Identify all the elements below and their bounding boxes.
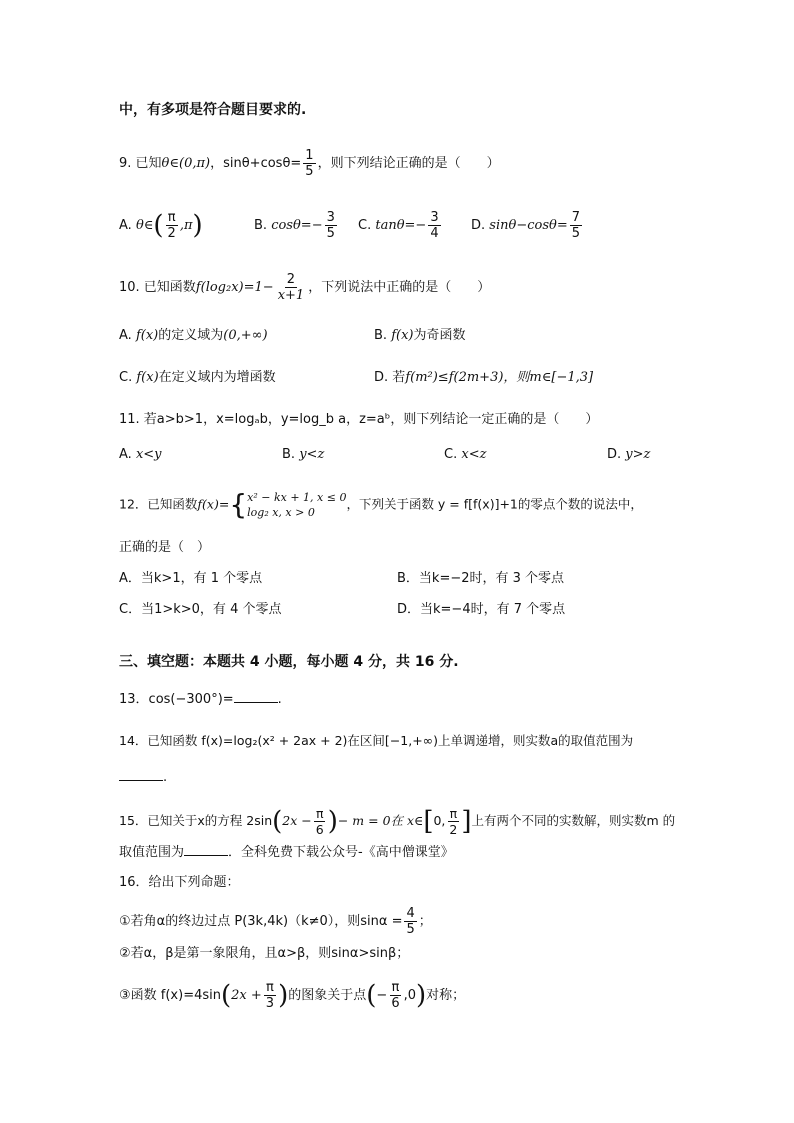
answer-blank bbox=[234, 690, 278, 703]
paren-right: ) bbox=[278, 980, 289, 1011]
q15-inner: 2x − bbox=[282, 813, 312, 828]
q10-fraction bbox=[276, 272, 307, 303]
frac-num: π bbox=[315, 806, 324, 821]
option-math: cosθ=− bbox=[271, 218, 323, 233]
q11-option-c bbox=[444, 445, 486, 465]
q10-option-c bbox=[119, 368, 276, 388]
option-label: D． bbox=[397, 602, 421, 617]
frac-den: x+1 bbox=[277, 288, 305, 303]
option-label: C． bbox=[119, 602, 142, 617]
option-text: 当1>k>0，有 4 个零点 bbox=[141, 602, 282, 617]
option-text: 当k>1，有 1 个零点 bbox=[140, 571, 263, 586]
frac-num: 3 bbox=[430, 210, 439, 225]
piece-1: x² − kx + 1, x ≤ 0 bbox=[247, 491, 347, 504]
paren-left: ( bbox=[272, 806, 283, 837]
answer-blank bbox=[184, 843, 228, 856]
question-15 bbox=[119, 806, 675, 837]
frac-den: 5 bbox=[326, 226, 335, 241]
q15-tail: 上有两个不同的实数解，则实数m 的 bbox=[471, 813, 676, 828]
question-16: 16．给出下列命题： bbox=[119, 875, 240, 890]
p1-text: ①若角α的终边过点 P(3k,4k)（k≠0），则sinα = bbox=[119, 914, 403, 929]
option-math2: (0,+∞) bbox=[223, 328, 268, 343]
frac-den: 5 bbox=[571, 226, 580, 241]
q12-option-c bbox=[119, 600, 281, 620]
q9-tail: ，则下列结论正确的是（ ） bbox=[317, 156, 500, 171]
frac-num: 2 bbox=[286, 272, 296, 287]
option-label: A. bbox=[119, 328, 132, 343]
frac-den: 2 bbox=[167, 226, 176, 241]
frac-num: π bbox=[391, 980, 400, 995]
q16-proposition-1 bbox=[119, 906, 432, 937]
option-fraction bbox=[428, 210, 440, 241]
frac-den: 6 bbox=[391, 996, 400, 1011]
p3-point-fraction bbox=[389, 980, 401, 1011]
frac-num: π bbox=[449, 806, 458, 821]
q15-interval-fraction bbox=[447, 806, 459, 837]
question-9 bbox=[119, 148, 500, 179]
option-text: 当k=−4时，有 7 个零点 bbox=[420, 602, 566, 617]
q12-option-a bbox=[119, 569, 262, 589]
q11-option-b bbox=[282, 445, 324, 465]
option-label: A. bbox=[119, 218, 132, 233]
q12-piecewise bbox=[247, 490, 346, 520]
p3-text-b: 的图象关于点 bbox=[288, 988, 367, 1003]
frac-num: 3 bbox=[326, 210, 335, 225]
option-fraction bbox=[325, 210, 337, 241]
option-math: f(x) bbox=[391, 328, 414, 343]
q9-frac-num: 1 bbox=[305, 148, 314, 163]
option-math: x<z bbox=[461, 447, 487, 462]
option-text: 的定义域为 bbox=[158, 328, 224, 343]
option-text: 当k=−2时，有 3 个零点 bbox=[418, 571, 565, 586]
paren-left: ( bbox=[153, 210, 164, 241]
q15-line2b: ．全科免费下载公众号-《高中僧课堂》 bbox=[228, 845, 454, 860]
p1-fraction bbox=[404, 906, 416, 937]
q15-line2a: 取值范围为 bbox=[119, 845, 185, 860]
p3-text: ③函数 f(x)=4sin bbox=[119, 988, 221, 1003]
q16-proposition-2: ②若α，β是第一象限角，且α>β，则sinα>sinβ； bbox=[119, 946, 410, 961]
p3-inner: 2x + bbox=[231, 988, 262, 1003]
q9-option-a bbox=[119, 210, 203, 241]
question-14: 14．已知函数 f(x)=log₂(x² + 2ax + 2)在区间[−1,+∞)上单调递增，则实数a的取值范围为 bbox=[119, 733, 634, 748]
frac-num: 4 bbox=[406, 906, 415, 921]
option-label: B. bbox=[374, 328, 388, 343]
option-math: y>z bbox=[625, 447, 651, 462]
frac-den: 5 bbox=[406, 922, 415, 937]
q15-interval-left: 0, bbox=[433, 813, 446, 828]
q9-cond2: ，sinθ+cosθ= bbox=[210, 156, 302, 171]
q12-line2: 正确的是（ ） bbox=[119, 540, 211, 555]
q9-frac-den: 5 bbox=[305, 164, 314, 179]
q12-tail: ，下列关于函数 y = f[f(x)]+1的零点个数的说法中， bbox=[346, 496, 643, 512]
paren-right: ) bbox=[327, 806, 338, 837]
q12-option-b bbox=[397, 569, 564, 589]
q10-option-a bbox=[119, 326, 268, 346]
option-math: sinθ−cosθ= bbox=[489, 218, 568, 233]
option-text: 在定义域内为增函数 bbox=[158, 370, 276, 385]
q9-option-d bbox=[471, 210, 584, 241]
option-label: B. bbox=[282, 447, 296, 462]
frac-den: 3 bbox=[265, 996, 275, 1011]
p3-point-after: ,0 bbox=[403, 988, 416, 1003]
option-fraction bbox=[166, 210, 178, 241]
q9-option-b bbox=[254, 210, 339, 241]
option-math: f(x) bbox=[136, 370, 159, 385]
frac-num: 7 bbox=[571, 210, 580, 225]
option-label: D. bbox=[607, 447, 622, 462]
option-label: B． bbox=[397, 571, 419, 586]
option-label: A. bbox=[119, 447, 132, 462]
option-text: 为奇函数 bbox=[413, 328, 466, 343]
option-label: A． bbox=[119, 571, 141, 586]
paren-right: ) bbox=[192, 210, 203, 241]
paren-left: ( bbox=[366, 980, 377, 1011]
section-3-heading: 三、填空题：本题共 4 小题，每小题 4 分，共 16 分. bbox=[119, 654, 459, 670]
q15-fraction bbox=[314, 806, 326, 837]
option-math2: f(m²)≤f(2m+3)，则m∈[−1,3] bbox=[405, 370, 594, 385]
option-label: D. bbox=[471, 218, 486, 233]
frac-den: 4 bbox=[430, 226, 439, 241]
option-label: C. bbox=[358, 218, 372, 233]
frac-den: 6 bbox=[315, 822, 324, 837]
question-12 bbox=[119, 490, 643, 520]
answer-blank bbox=[119, 768, 163, 781]
q10-tail: ，下列说法中正确的是（ ） bbox=[308, 280, 491, 295]
q9-intro: 9. 已知 bbox=[119, 156, 162, 171]
frac-num: π bbox=[167, 210, 176, 225]
question-11: 11. 若a>b>1，x=logₐb，y=log_b a，z=aᵇ，则下列结论一定正确的是（ ） bbox=[119, 412, 599, 427]
q12-fx: f(x)= bbox=[197, 496, 230, 512]
option-math: y<z bbox=[299, 447, 325, 462]
paren-left: ( bbox=[221, 980, 232, 1011]
question-13 bbox=[119, 690, 282, 710]
option-math: x<y bbox=[135, 447, 162, 462]
q11-option-d bbox=[607, 445, 650, 465]
q11-option-a bbox=[119, 445, 162, 465]
option-fraction bbox=[570, 210, 582, 241]
p3-fraction bbox=[264, 980, 276, 1011]
frac-num: π bbox=[266, 980, 274, 995]
option-label: C. bbox=[119, 370, 133, 385]
section-continuation: 中，有多项是符合题目要求的. bbox=[119, 102, 307, 118]
p3-end: 对称； bbox=[426, 988, 466, 1003]
option-label: D. bbox=[374, 370, 389, 385]
brace: { bbox=[229, 488, 248, 521]
q15-mid: − m = 0在 x∈ bbox=[337, 813, 424, 828]
q12-intro: 12．已知函数 bbox=[119, 496, 198, 512]
q10-intro: 10. 已知函数 bbox=[119, 280, 196, 295]
q10-option-b bbox=[374, 326, 466, 346]
q15-intro: 15．已知关于x的方程 2sin bbox=[119, 813, 273, 828]
q10-expr: f(log₂x)=1− bbox=[195, 280, 274, 295]
q9-cond1: θ∈(0,π) bbox=[161, 156, 211, 171]
frac-den: 2 bbox=[449, 822, 458, 837]
q9-option-c bbox=[358, 210, 443, 241]
q12-option-d bbox=[397, 600, 565, 620]
option-label: C. bbox=[444, 447, 458, 462]
p1-end: ； bbox=[418, 914, 432, 929]
bracket-right: ] bbox=[461, 806, 472, 837]
q15-line2 bbox=[119, 843, 454, 863]
option-math: θ∈ bbox=[135, 218, 154, 233]
q13-text: 13．cos(−300°)= bbox=[119, 692, 234, 707]
paren-right: ) bbox=[416, 980, 427, 1011]
q10-option-d bbox=[374, 368, 593, 388]
q14-answer-line bbox=[119, 768, 167, 788]
bracket-left: [ bbox=[423, 806, 434, 837]
piece-2: log₂ x, x > 0 bbox=[247, 506, 315, 519]
q14-end: . bbox=[163, 770, 168, 785]
q9-fraction bbox=[303, 148, 315, 179]
option-text: 若 bbox=[392, 370, 406, 385]
option-math: tanθ=− bbox=[375, 218, 427, 233]
option-math: f(x) bbox=[135, 328, 159, 343]
q13-end: . bbox=[277, 692, 282, 707]
option-label: B. bbox=[254, 218, 268, 233]
q16-proposition-3: ③函数 f(x)=4sin(2x + $\frac{\pi}{3}$ )的图象关于点(− $\frac{\pi}{6}$ ,0)对称； bbox=[119, 980, 466, 1011]
question-10 bbox=[119, 272, 490, 303]
option-math-after: ,π bbox=[179, 218, 193, 233]
